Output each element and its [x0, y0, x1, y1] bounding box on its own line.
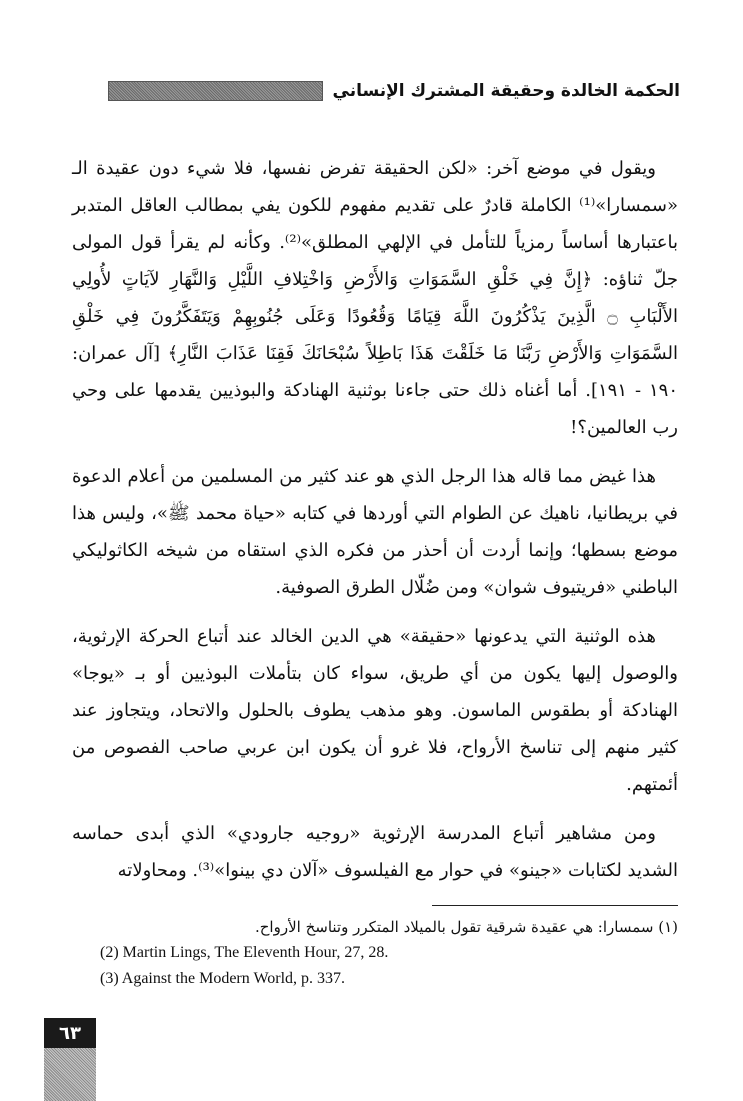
paragraph-2: هذا غيض مما قاله هذا الرجل الذي هو عند كثير من المسلمين من أعلام الدعوة في بريطانيا، ناهيك عن الطوام التي أوردها في كتابه «حياة محمد ﷺ»، وليس هذا موضع بسطها؛ وإنما أردت أن أحذر من فكره الذي استقاه من شيخه الكاثوليكي الباطني «فريتيوف شوان» ومن ضُلّال الطرق الصوفية.: [72, 466, 678, 598]
footnotes: [100, 914, 678, 992]
footnote-divider: [432, 905, 678, 906]
book-title: الحكمة الخالدة وحقيقة المشترك الإنساني: [332, 81, 680, 101]
main-text: [72, 150, 678, 901]
running-header: [108, 78, 680, 104]
footnote-3: (3) Against the Modern World, p. 337.: [100, 970, 346, 987]
paragraph-3: هذه الوثنية التي يدعونها «حقيقة» هي الدين الخالد عند أتباع الحركة الإرثوية، والوصول إليها يكون من أي طريق، سواء كان بتأملات البوذيين أو بـ «يوجا» الهنادكة أو بطقوس الماسون. وهو مذهب يطوف بالحلول والاتحاد، ويتجاوز عند كثير منهم إلى تناسخ الأرواح، فلا غرو أن يكون ابن عربي صاحب الفصوص من أئمتهم.: [72, 626, 678, 795]
footnote-1: (١) سمسارا: هي عقيدة شرقية تقول بالميلاد المتكرر وتناسخ الأرواح.: [254, 918, 678, 936]
footnote-2: (2) Martin Lings, The Eleventh Hour, 27, 28.: [100, 944, 389, 961]
header-decorative-bar: [108, 81, 323, 101]
paragraph-1: ويقول في موضع آخر: «لكن الحقيقة تفرض نفسها، فلا شيء دون عقيدة الـ «سمسارا»⁽¹⁾ الكاملة قادرٌ على تقديم مفهوم للكون يفي بمطالب العاقل المتدبر باعتبارها أساساً رمزياً للتأمل في الإلهي المطلق»⁽²⁾. وكأنه لم يقرأ قول المولى جلّ ثناؤه: ﴿إِنَّ فِي خَلْقِ السَّمَوَاتِ وَالأَرْضِ وَاخْتِلافِ اللَّيْلِ وَالنَّهَارِ لآيَاتٍ لأُولِي الأَلْبَابِ ۝ الَّذِينَ يَذْكُرُونَ اللَّهَ قِيَامًا وَقُعُودًا وَعَلَى جُنُوبِهِمْ وَيَتَفَكَّرُونَ فِي خَلْقِ السَّمَوَاتِ وَالأَرْضِ رَبَّنَا مَا خَلَقْتَ هَذَا بَاطِلاً سُبْحَانَكَ فَقِنَا عَذَابَ النَّارِ﴾ [آل عمران: ١٩٠ - ١٩١]. أما أغناه ذلك حتى جاءنا بوثنية الهنادكة والبوذيين يقدمها على وحي رب العالمين؟!: [72, 158, 679, 438]
paragraph-4: ومن مشاهير أتباع المدرسة الإرثوية «روجيه جارودي» الذي أبدى حماسه الشديد لكتابات «جينو» في حوار مع الفيلسوف «آلان دي بينوا»⁽³⁾. ومحاولاته: [72, 823, 678, 881]
page-number: ٦٣: [44, 1018, 96, 1048]
page-number-decorative-tab: [44, 1048, 96, 1101]
